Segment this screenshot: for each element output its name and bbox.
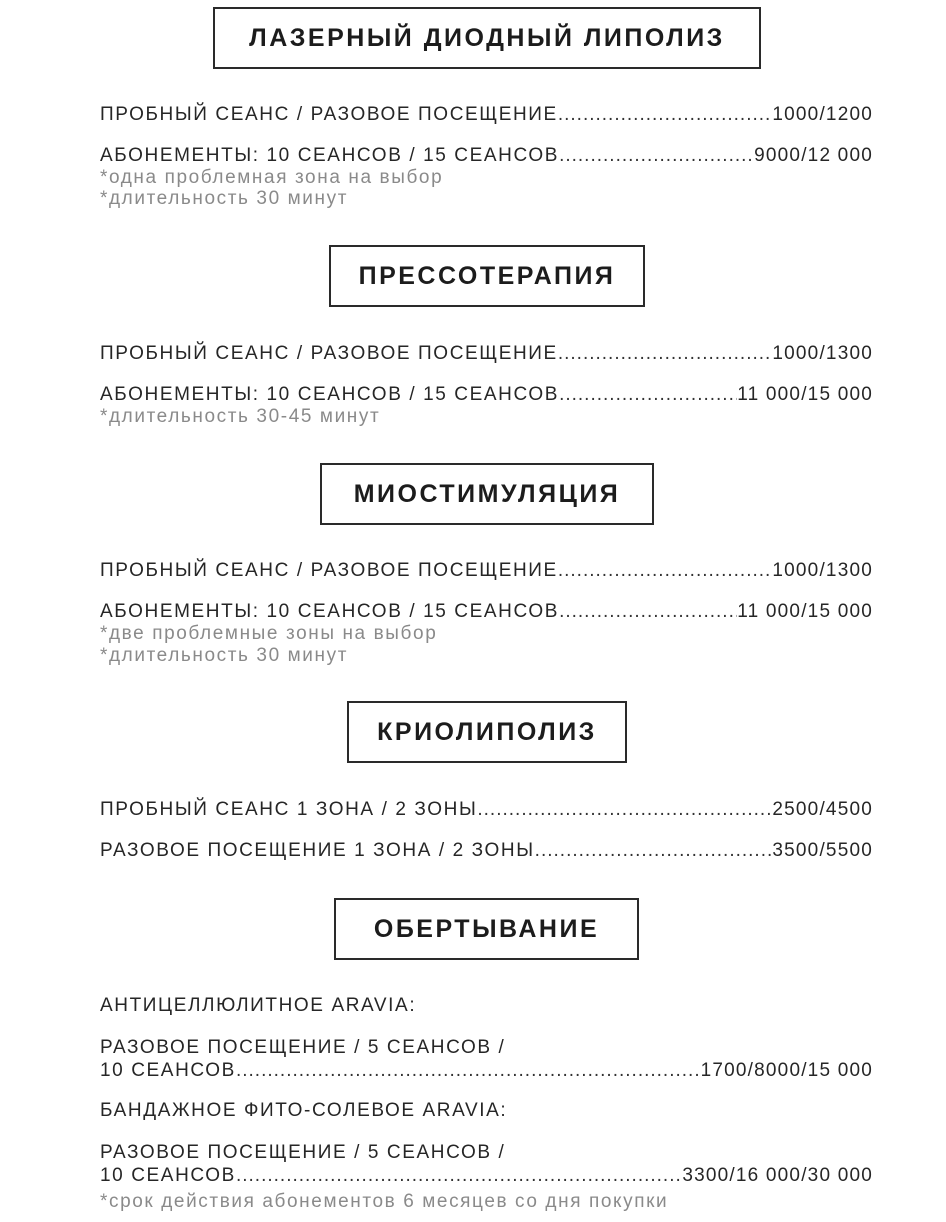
- dot-leader: [535, 840, 773, 862]
- footnote: *длительность 30 минут: [100, 645, 349, 666]
- price-row: [100, 560, 873, 582]
- service-price: 3500/5500: [772, 840, 873, 861]
- footnote: *одна проблемная зона на выбор: [100, 167, 444, 188]
- dot-leader: [558, 104, 773, 126]
- price-row: [100, 384, 873, 406]
- dot-leader: [558, 560, 773, 582]
- section-title-myostimulation: [320, 463, 654, 525]
- dot-leader: [559, 601, 737, 623]
- service-label: АБОНЕМЕНТЫ: 10 СЕАНСОВ / 15 СЕАНСОВ: [100, 601, 560, 622]
- price-row: [100, 799, 873, 821]
- service-label-line1: РАЗОВОЕ ПОСЕЩЕНИЕ / 5 СЕАНСОВ /: [100, 1037, 506, 1058]
- service-label-line2: 10 СЕАНСОВ: [100, 1165, 236, 1186]
- footnote: *длительность 30-45 минут: [100, 406, 381, 427]
- service-label: ПРОБНЫЙ СЕАНС 1 ЗОНА / 2 ЗОНЫ: [100, 799, 478, 820]
- service-label: РАЗОВОЕ ПОСЕЩЕНИЕ 1 ЗОНА / 2 ЗОНЫ: [100, 840, 535, 861]
- price-row: [100, 840, 873, 862]
- group-heading: БАНДАЖНОЕ ФИТО-СОЛЕВОЕ ARAVIA:: [100, 1100, 508, 1121]
- section-title-cryolipolysis: [347, 701, 627, 763]
- service-price: 11 000/15 000: [737, 601, 873, 622]
- footnote: *срок действия абонементов 6 месяцев со дня покупки: [100, 1191, 669, 1212]
- dot-leader: [236, 1060, 701, 1082]
- service-label: ПРОБНЫЙ СЕАНС / РАЗОВОЕ ПОСЕЩЕНИЕ: [100, 343, 558, 364]
- dot-leader: [477, 799, 772, 821]
- service-price: 3300/16 000/30 000: [682, 1165, 873, 1186]
- price-row: [100, 1060, 873, 1082]
- dot-leader: [558, 343, 773, 365]
- dot-leader: [236, 1165, 682, 1187]
- service-label-line2: 10 СЕАНСОВ: [100, 1060, 236, 1081]
- service-label: АБОНЕМЕНТЫ: 10 СЕАНСОВ / 15 СЕАНСОВ: [100, 145, 560, 166]
- price-row: [100, 1165, 873, 1187]
- service-price: 1000/1200: [772, 104, 873, 125]
- service-price: 11 000/15 000: [737, 384, 873, 405]
- price-row: [100, 343, 873, 365]
- dot-leader: [559, 145, 754, 167]
- price-row: [100, 601, 873, 623]
- service-label: ПРОБНЫЙ СЕАНС / РАЗОВОЕ ПОСЕЩЕНИЕ: [100, 560, 558, 581]
- service-label-line1: РАЗОВОЕ ПОСЕЩЕНИЕ / 5 СЕАНСОВ /: [100, 1142, 506, 1163]
- section-title-text: КРИОЛИПОЛИЗ: [377, 717, 597, 746]
- price-row: [100, 145, 873, 167]
- service-price: 2500/4500: [772, 799, 873, 820]
- section-title-pressotherapy: [329, 245, 645, 307]
- section-title-text: МИОСТИМУЛЯЦИЯ: [353, 479, 621, 508]
- section-title-text: ЛАЗЕРНЫЙ ДИОДНЫЙ ЛИПОЛИЗ: [249, 23, 725, 52]
- footnote: *длительность 30 минут: [100, 188, 349, 209]
- group-heading: АНТИЦЕЛЛЮЛИТНОЕ ARAVIA:: [100, 995, 417, 1016]
- service-price: 1700/8000/15 000: [700, 1060, 873, 1081]
- service-price: 1000/1300: [772, 343, 873, 364]
- service-price: 1000/1300: [772, 560, 873, 581]
- price-row: [100, 104, 873, 126]
- section-title-text: ПРЕССОТЕРАПИЯ: [358, 261, 616, 290]
- service-label: ПРОБНЫЙ СЕАНС / РАЗОВОЕ ПОСЕЩЕНИЕ: [100, 104, 558, 125]
- section-title-laser-lipolysis: [213, 7, 761, 69]
- dot-leader: [559, 384, 737, 406]
- section-title-wrapping: [334, 898, 639, 960]
- service-price: 9000/12 000: [754, 145, 873, 166]
- footnote: *две проблемные зоны на выбор: [100, 623, 438, 644]
- service-label: АБОНЕМЕНТЫ: 10 СЕАНСОВ / 15 СЕАНСОВ: [100, 384, 560, 405]
- section-title-text: ОБЕРТЫВАНИЕ: [373, 914, 600, 943]
